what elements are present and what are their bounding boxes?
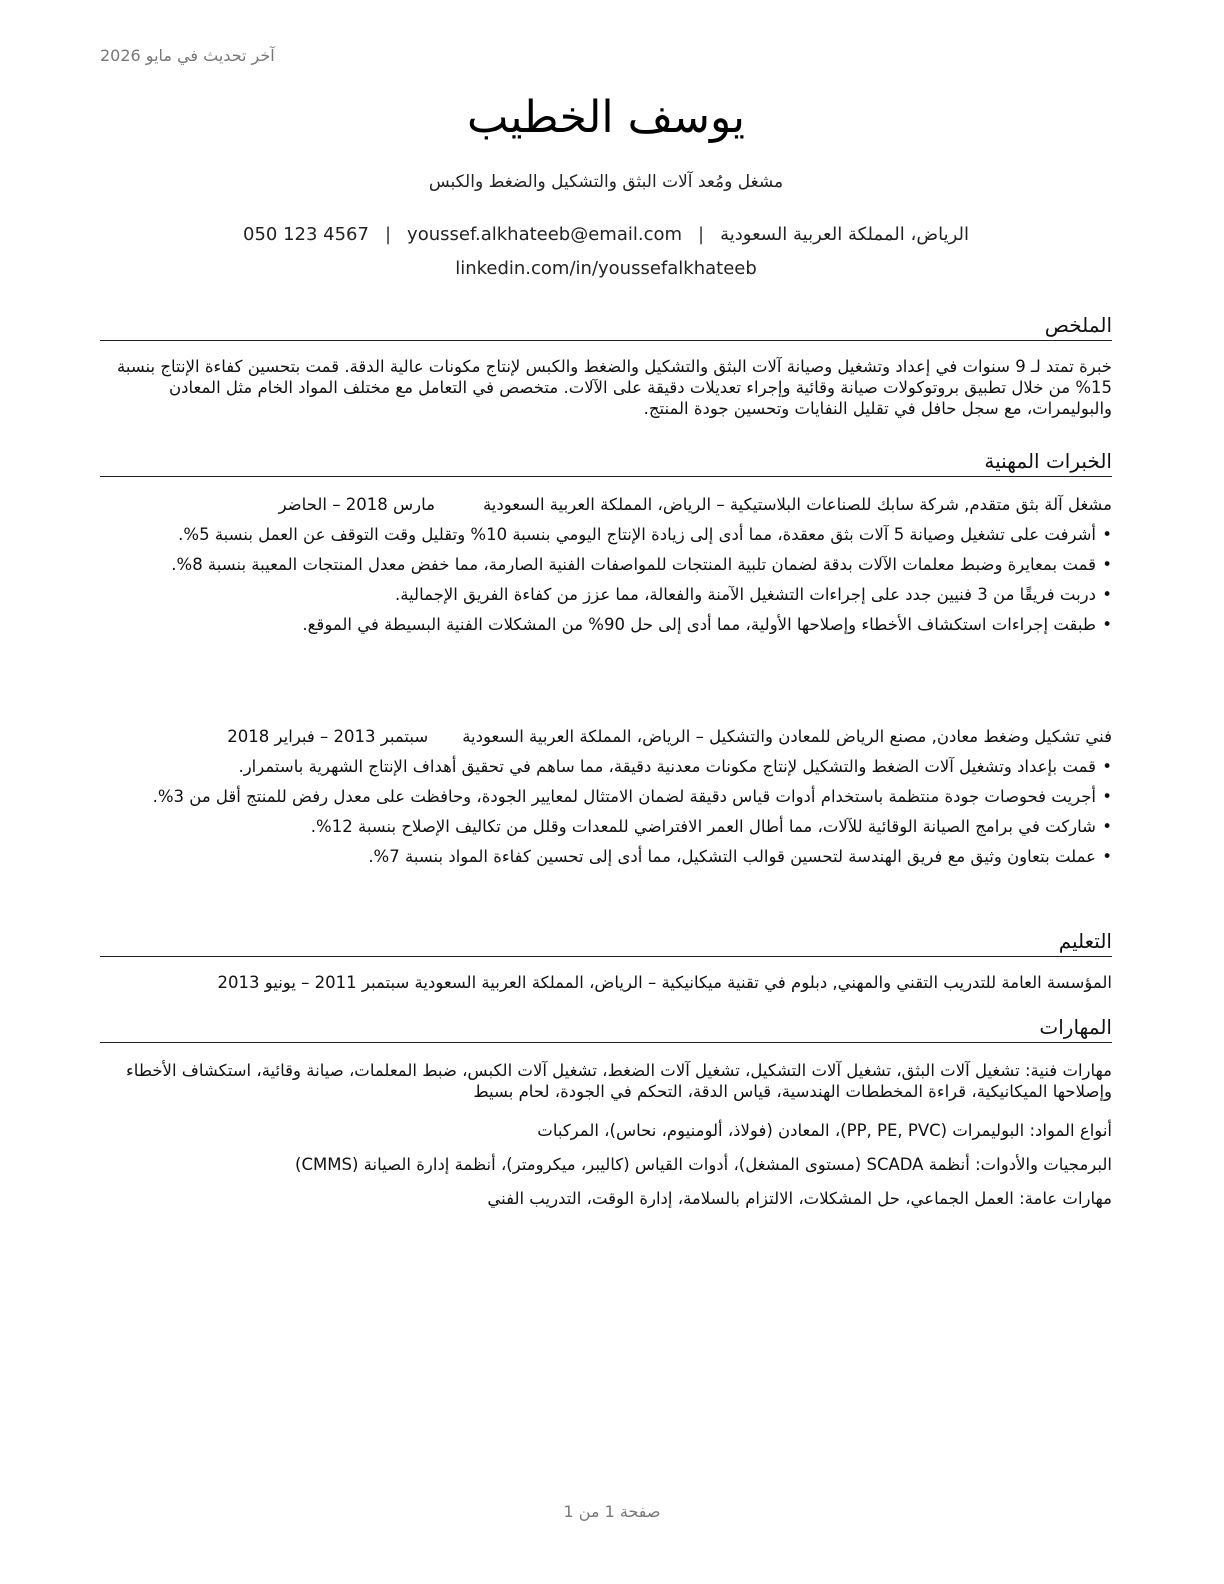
job-dates: مارس 2018 – الحاضر bbox=[278, 495, 435, 514]
contact-email[interactable]: youssef.alkhateeb@email.com bbox=[407, 224, 683, 245]
list-item: • دربت فريقًا من 3 فنيين جدد على إجراءات التشغيل الآمنة والفعالة، مما عزز من كفاءة الفريق الإجمالية. bbox=[100, 584, 1112, 605]
skills-heading: المهارات bbox=[100, 1014, 1112, 1043]
skill-line: أنواع المواد: البوليمرات (PP, PE, PVC)، المعادن (فولاذ، ألومنيوم، نحاس)، المركبات bbox=[537, 1121, 1112, 1140]
contact-phone: 050 123 4567 bbox=[243, 224, 369, 245]
skill-line: مهارات فنية: تشغيل آلات البثق، تشغيل آلات التشكيل، تشغيل آلات الضغط، تشغيل آلات الكبس، ضبط المعلمات، صيانة وقائية، استكشاف الأخطاء وإصلاحها الميكانيكية، قراءة المخططات الهندسية، قياس الدقة، التحكم في الجودة، لحام بسيط bbox=[126, 1061, 1112, 1101]
page-number: صفحة 1 من 1 bbox=[563, 1502, 661, 1521]
skill-line: البرمجيات والأدوات: أنظمة SCADA (مستوى المشغل)، أدوات القياس (كاليبر، ميكرومتر)، أنظمة إدارة الصيانة (CMMS) bbox=[295, 1155, 1112, 1174]
education-heading: التعليم bbox=[100, 928, 1112, 957]
list-item: • قمت بإعداد وتشغيل آلات الضغط والتشكيل لإنتاج مكونات معدنية دقيقة، مما ساهم في تحقيق أهداف الإنتاج الشهرية باستمرار. bbox=[100, 756, 1112, 777]
skill-line: مهارات عامة: العمل الجماعي، حل المشكلات، الالتزام بالسلامة، إدارة الوقت، التدريب الفني bbox=[487, 1189, 1112, 1208]
contact-linkedin-line bbox=[100, 258, 1112, 279]
summary-text: خبرة تمتد لـ 9 سنوات في إعداد وتشغيل وصيانة آلات البثق والتشكيل والضغط والكبس لإنتاج مكونات عالية الدقة. قمت بتحسين كفاءة الإنتاج بنسبة 15% من خلال تطبيق بروتوكولات صيانة وقائية وإجراء تعديلات دقيقة على الآلات. متخصص في التعامل مع مختلف المواد الخام مثل المعادن والبوليمرات، مع سجل حافل في تقليل النفايات وتحسين جودة المنتج. bbox=[117, 357, 1112, 418]
contact-separator: | bbox=[384, 224, 392, 245]
job-role-company: مشغل آلة بثق متقدم, شركة سابك للصناعات البلاستيكية – الرياض، المملكة العربية السعودية bbox=[482, 495, 1112, 514]
list-item: • شاركت في برامج الصيانة الوقائية للآلات، مما أطال العمر الافتراضي للمعدات وقلل من تكاليف الإصلاح بنسبة 12%. bbox=[100, 816, 1112, 837]
experience-heading: الخبرات المهنية bbox=[100, 448, 1112, 477]
summary-heading: الملخص bbox=[100, 312, 1112, 341]
list-item: • أشرفت على تشغيل وصيانة 5 آلات بثق معقدة، مما أدى إلى زيادة الإنتاج اليومي بنسبة 10% وتقليل وقت التوقف عن العمل بنسبة 5%. bbox=[100, 524, 1112, 545]
job-header bbox=[100, 726, 1112, 748]
education-line: المؤسسة العامة للتدريب التقني والمهني, دبلوم في تقنية ميكانيكية – الرياض، المملكة العربية السعودية سبتمبر 2011 – يونيو 2013 bbox=[217, 973, 1112, 992]
contact-linkedin[interactable]: linkedin.com/in/youssefalkhateeb bbox=[455, 258, 757, 279]
job-bullets bbox=[100, 524, 1112, 644]
last-updated-note: آخر تحديث في مايو 2026 bbox=[100, 46, 275, 65]
candidate-name: يوسف الخطيب bbox=[467, 92, 745, 143]
contact-line bbox=[100, 224, 1112, 245]
list-item: • طبقت إجراءات استكشاف الأخطاء وإصلاحها الأولية، مما أدى إلى حل 90% من المشكلات الفنية البسيطة في الموقع. bbox=[100, 614, 1112, 635]
list-item: • عملت بتعاون وثيق مع فريق الهندسة لتحسين قوالب التشكيل، مما أدى إلى تحسين كفاءة المواد بنسبة 7%. bbox=[100, 846, 1112, 867]
candidate-title: مشغل ومُعد آلات البثق والتشكيل والضغط والكبس bbox=[428, 172, 784, 192]
job-dates: سبتمبر 2013 – فبراير 2018 bbox=[227, 727, 429, 746]
list-item: • قمت بمعايرة وضبط معلمات الآلات بدقة لضمان تلبية المنتجات للمواصفات الفنية الصارمة، مما خفض معدل المنتجات المعيبة بنسبة 8%. bbox=[100, 554, 1112, 575]
job-header bbox=[100, 494, 1112, 516]
contact-location: الرياض، المملكة العربية السعودية bbox=[720, 224, 969, 245]
contact-separator: | bbox=[698, 224, 705, 245]
job-role-company: فني تشكيل وضغط معادن, مصنع الرياض للمعادن والتشكيل – الرياض، المملكة العربية السعودية bbox=[462, 727, 1112, 746]
job-bullets bbox=[100, 756, 1112, 876]
list-item: • أجريت فحوصات جودة منتظمة باستخدام أدوات قياس دقيقة لضمان الامتثال لمعايير الجودة، وحافظت على معدل رفض للمنتج أقل من 3%. bbox=[100, 786, 1112, 807]
